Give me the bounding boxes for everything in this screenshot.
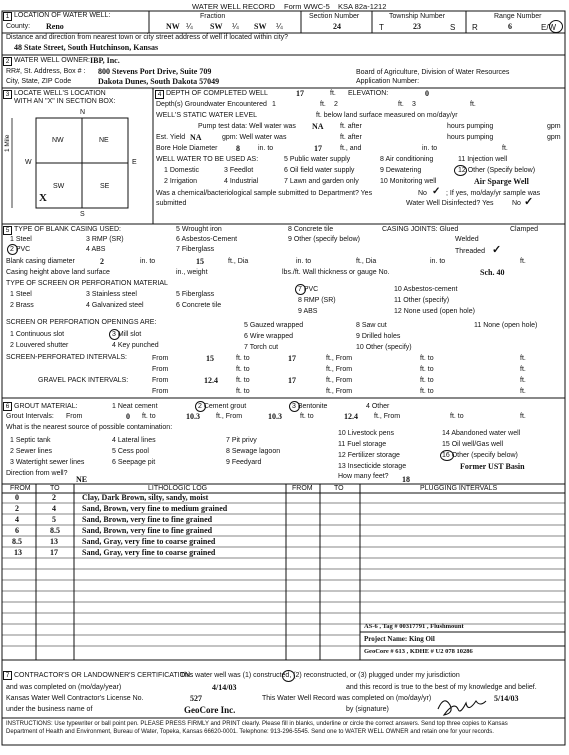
depth-value[interactable]: 17	[296, 89, 304, 98]
si1-from-value[interactable]: 15	[206, 354, 214, 363]
gp2-ft-to: ft. to	[236, 388, 250, 395]
opening-4[interactable]: 4 Key punched	[112, 342, 159, 349]
gp1-ft-from: ft., From	[326, 377, 353, 384]
use-5[interactable]: 5 Public water supply	[284, 156, 351, 163]
range-value[interactable]: 6	[508, 22, 512, 31]
fraction-1[interactable]: NW	[166, 22, 180, 31]
gw-1-ft: ft.	[320, 101, 326, 108]
disinfected-label: Water Well Disinfected? Yes	[406, 200, 494, 207]
disinfected-check-icon: ✓	[524, 196, 534, 208]
blank-in-to-2: in. to	[296, 258, 312, 265]
log-header-from: FROM	[10, 485, 31, 492]
use-10[interactable]: 10 Monitoring well	[380, 178, 437, 185]
gravel-label: GRAVEL PACK INTERVALS:	[38, 377, 129, 384]
log-header-to-2: TO	[334, 485, 344, 492]
depth-label: DEPTH OF COMPLETED WELL	[166, 90, 268, 97]
instructions-line-2: Department of Health and Environment, Bureau of Water, Topeka, Kansas 66620-0001. Telephone: 913-296-5545. Send one to WATER WELL OWNER and retain one for your records.	[6, 729, 494, 735]
screen-12[interactable]: 12 None used (open hole)	[394, 308, 475, 315]
distance-value[interactable]: 48 State Street, South Hutchinson, Kansas	[14, 43, 159, 52]
section-number: 1	[3, 12, 12, 21]
blank-ft: ft.	[520, 258, 526, 265]
owner-value[interactable]: IBP, Inc.	[90, 56, 120, 65]
use-2[interactable]: 2 Irrigation	[164, 178, 198, 185]
well-location-mark[interactable]: X	[39, 192, 47, 204]
completed-value[interactable]: 4/14/03	[212, 683, 237, 692]
screen-4[interactable]: 4 Galvanized steel	[86, 302, 144, 309]
contam-11[interactable]: 11 Fuel storage	[338, 441, 387, 448]
fraction-label: Fraction	[200, 13, 226, 20]
true-text: and this record is true to the best of my knowledge and belief.	[346, 684, 537, 691]
gi2-ft-to: ft. to	[300, 413, 314, 420]
threaded-check-icon: ✓	[492, 244, 502, 256]
chem-label: Was a chemical/bacteriological sample submitted to Department? Yes	[156, 190, 373, 197]
log-row-1-from[interactable]: 2	[15, 504, 19, 513]
grout-bentonite-circle	[289, 401, 300, 412]
contam-5[interactable]: 5 Cess pool	[112, 448, 149, 455]
static-level-label: WELL'S STATIC WATER LEVEL	[156, 112, 258, 119]
log-row-1-to[interactable]: 4	[52, 504, 56, 513]
screen-6[interactable]: 6 Concrete tile	[176, 302, 222, 309]
bore-ft-and: ft., and	[340, 145, 362, 152]
log-row-4-desc[interactable]: Sand, Gray, very fine to coarse grained	[82, 537, 216, 546]
screen-label: TYPE OF SCREEN OR PERFORATION MATERIAL	[6, 280, 168, 287]
log-row-2-from[interactable]: 4	[15, 515, 19, 524]
instructions-line-1: INSTRUCTIONS: Use typewriter or ball point pen. PLEASE PRESS FIRMLY and PRINT clearly. Please fill in blanks, underline or circle the correct answers. Send top three copies to Kansas	[6, 721, 508, 727]
log-row-0-to[interactable]: 2	[52, 493, 56, 502]
lbsft-label: lbs./ft. Wall thickness or gauge No.	[282, 269, 390, 276]
contam-label: What is the nearest source of possible contamination:	[6, 424, 173, 431]
si2-ft-to: ft. to	[236, 366, 250, 373]
license-label: Kansas Water Well Contractor's License No.	[6, 695, 144, 702]
si1-ft-to: ft. to	[236, 355, 250, 362]
form-title: WATER WELL RECORD	[192, 2, 276, 11]
section-number: 6	[3, 402, 12, 411]
range-ew: E/W	[541, 23, 557, 32]
screen-11[interactable]: 11 Other (specify)	[394, 297, 450, 304]
blank-to-value[interactable]: 15	[196, 257, 204, 266]
board-label: Board of Agriculture, Division of Water Resources	[356, 69, 510, 76]
section-number-label: Section Number	[309, 13, 360, 20]
gp2-ft-to-2: ft. to	[420, 388, 434, 395]
log-row-5-to[interactable]: 17	[50, 548, 58, 557]
casing-4[interactable]: 4 ABS	[86, 246, 106, 253]
contam-14[interactable]: 14 Abandoned water well	[442, 430, 521, 437]
log-row-3-desc[interactable]: Sand, Brown, very fine to fine grained	[82, 526, 213, 535]
use-4[interactable]: 4 Industrial	[224, 178, 259, 185]
record-date[interactable]: 5/14/03	[494, 694, 519, 703]
opening-7[interactable]: 7 Torch cut	[244, 344, 279, 351]
contam-4[interactable]: 4 Lateral lines	[112, 437, 156, 444]
county-label: County:	[6, 23, 31, 30]
use-8[interactable]: 8 Air conditioning	[380, 156, 434, 163]
blank-in-to-3: in. to	[430, 258, 446, 265]
contam-9[interactable]: 9 Feedyard	[226, 459, 262, 466]
grout-1[interactable]: 1 Neat cement	[112, 403, 158, 410]
section-number: 4	[155, 90, 164, 99]
township-value[interactable]: 23	[413, 22, 421, 31]
use-3[interactable]: 3 Feedlot	[224, 167, 254, 174]
si1-from-label: From	[152, 355, 169, 362]
contam-7[interactable]: 7 Pit privy	[226, 437, 257, 444]
gi1-ft-to: ft. to	[142, 413, 156, 420]
depth-ft: ft.	[330, 90, 336, 97]
gp2-ft-end: ft.	[520, 388, 526, 395]
locate-label-1: LOCATE WELL'S LOCATION	[14, 90, 106, 97]
location-label: LOCATION OF WATER WELL:	[14, 12, 111, 19]
section-number: 2	[3, 57, 12, 66]
contam-10[interactable]: 10 Livestock pens	[338, 430, 395, 437]
gp1-from-value[interactable]: 12.4	[204, 376, 218, 385]
grout-label: GROUT MATERIAL:	[14, 403, 78, 410]
contam-12[interactable]: 12 Fertilizer storage	[338, 452, 400, 459]
yield-value[interactable]: NA	[190, 133, 202, 142]
use-9[interactable]: 9 Dewatering	[380, 167, 422, 174]
township-t: T	[379, 23, 384, 32]
contam-16[interactable]: 16 Other (specify below)	[442, 452, 518, 459]
sw-label: SW	[53, 183, 65, 190]
form-ksa: KSA 82a-1212	[338, 2, 387, 11]
county-value[interactable]: Reno	[46, 22, 64, 31]
joints-welded[interactable]: Welded	[455, 236, 479, 243]
gi1-from-value[interactable]: 0	[126, 412, 130, 421]
openings-label: SCREEN OR PERFORATION OPENINGS ARE:	[6, 319, 157, 326]
casing-9[interactable]: 9 Other (specify below)	[288, 236, 360, 243]
completed-label: and was completed on (mo/day/year)	[6, 684, 122, 691]
howmany-value[interactable]: 18	[402, 475, 410, 484]
yield-gpm: gpm	[547, 134, 561, 141]
opening-6[interactable]: 6 Wire wrapped	[244, 333, 294, 340]
section-number: 5	[3, 226, 12, 235]
si1-ft-from: ft., From	[326, 355, 353, 362]
gp1-to-value[interactable]: 17	[288, 376, 296, 385]
log-row-1-desc[interactable]: Sand, Brown, very fine to medium grained	[82, 504, 228, 513]
as-tag: AS-6 , Tag # 00317791 , Flushmount	[364, 623, 464, 630]
casing-1[interactable]: 1 Steel	[10, 236, 32, 243]
height-label: Casing height above land surface	[6, 269, 110, 276]
signature-label: by (signature)	[346, 706, 389, 713]
screen-3[interactable]: 3 Stainless steel	[86, 291, 137, 298]
opening-2[interactable]: 2 Louvered shutter	[10, 342, 69, 349]
south-label: S	[80, 211, 85, 218]
log-header-to: TO	[50, 485, 60, 492]
pump-hours: hours pumping	[447, 123, 494, 130]
certification-text: This water well was (1) constructed, (2) reconstructed, or (3) plugged under my jurisdiction	[180, 672, 460, 679]
yield-rest: gpm: Well water was	[222, 134, 287, 141]
grout-intervals-label: Grout Intervals:	[6, 413, 54, 420]
form-number: Form WWC-5	[284, 2, 330, 11]
pump-gpm: gpm	[547, 123, 561, 130]
contam-6[interactable]: 6 Seepage pit	[112, 459, 156, 466]
gi-from-label: From	[66, 413, 83, 420]
address-value[interactable]: 800 Stevens Port Drive, Suite 709	[98, 67, 212, 76]
gw-2-ft: ft.	[398, 101, 404, 108]
log-row-3-from[interactable]: 6	[15, 526, 19, 535]
east-label: E	[132, 159, 137, 166]
log-row-5-desc[interactable]: Sand, Gray, very fine to coarse grained	[82, 548, 216, 557]
log-row-2-desc[interactable]: Sand, Brown, very fine to fine grained	[82, 515, 213, 524]
groundwater-label: Depth(s) Groundwater Encountered	[156, 101, 267, 108]
section-number: 7	[3, 671, 12, 680]
gw-1: 1	[272, 101, 276, 108]
opening-9[interactable]: 9 Drilled holes	[356, 333, 401, 340]
contam-16-circle	[440, 450, 454, 461]
fraction-q1: ¼	[186, 22, 193, 31]
elevation-value[interactable]: 0	[425, 89, 429, 98]
log-header-from-2: FROM	[292, 485, 313, 492]
bore-in-to-2: in. to	[422, 145, 438, 152]
disinfected-no[interactable]: No	[512, 200, 521, 207]
gp1-from-label: From	[152, 377, 169, 384]
township-label: Township Number	[389, 13, 446, 20]
chem-no-check-icon: ✓	[432, 186, 441, 197]
si1-ft-to-2: ft. to	[420, 355, 434, 362]
yield-hours: hours pumping	[447, 134, 494, 141]
gp1-ft-to: ft. to	[236, 377, 250, 384]
log-row-0-from[interactable]: 0	[15, 493, 19, 502]
log-header-plugging: PLUGGING INTERVALS	[420, 485, 498, 492]
contam-3[interactable]: 3 Watertight sewer lines	[10, 459, 85, 466]
bore-ft: ft.	[502, 145, 508, 152]
contam-2[interactable]: 2 Sewer lines	[10, 448, 53, 455]
yield-label: Est. Yield	[156, 134, 186, 141]
si1-ft-end: ft.	[520, 355, 526, 362]
grout-4[interactable]: 4 Other	[366, 403, 390, 410]
grout-2[interactable]: 2 Cement grout	[198, 403, 247, 410]
nw-label: NW	[52, 137, 64, 144]
opening-millslot-circle	[109, 329, 120, 340]
casing-label: TYPE OF BLANK CASING USED:	[14, 226, 121, 233]
yield-after: ft. after	[340, 134, 362, 141]
chem-submitted: submitted	[156, 200, 187, 207]
range-label: Range Number	[494, 13, 542, 20]
opening-1[interactable]: 1 Continuous slot	[10, 331, 65, 338]
joints-label: CASING JOINTS: Glued	[382, 226, 459, 233]
howmany-label: How many feet?	[338, 473, 389, 480]
application-number-label: Application Number:	[356, 78, 420, 85]
use-1[interactable]: 1 Domestic	[164, 167, 200, 174]
locate-label-2: WITH AN "X" IN SECTION BOX:	[14, 98, 116, 105]
casing-5[interactable]: 5 Wrought iron	[176, 226, 222, 233]
ne-label: NE	[99, 137, 109, 144]
project-name: Project Name: King Oil	[364, 635, 435, 643]
screen-pvc-circle	[295, 284, 306, 295]
range-r: R	[472, 23, 478, 32]
use-12-circle	[454, 165, 467, 176]
casing-3[interactable]: 3 RMP (SR)	[86, 236, 124, 243]
use-11[interactable]: 11 Injection well	[458, 156, 508, 163]
gw-3-ft: ft.	[470, 101, 476, 108]
contam-13[interactable]: 13 Insecticide storage	[338, 463, 407, 470]
casing-8[interactable]: 8 Concrete tile	[288, 226, 334, 233]
geocore-number: GeoCore # 613 , KDHE # U2 078 10286	[364, 648, 473, 655]
grout-3[interactable]: 3 Bentonite	[292, 403, 328, 410]
bore-to-value[interactable]: 17	[314, 144, 322, 153]
record-label: This Water Well Record was completed on (mo/day/yr)	[262, 695, 432, 702]
business-label: under the business name of	[6, 706, 93, 713]
opening-5[interactable]: 5 Gauzed wrapped	[244, 322, 304, 329]
gi2-to-value[interactable]: 12.4	[344, 412, 358, 421]
mile-label: 1 Mile	[4, 134, 11, 152]
blank-ft-dia: ft., Dia	[228, 258, 249, 265]
log-header-lithologic: LITHOLOGIC LOG	[148, 485, 208, 492]
gi3-ft-to: ft. to	[450, 413, 464, 420]
section-number: 3	[3, 90, 12, 99]
screen-7[interactable]: 7 PVC	[298, 286, 319, 293]
range-w-circle	[549, 20, 563, 33]
other-contam-value[interactable]: Former UST Basin	[460, 462, 525, 471]
joints-threaded[interactable]: Threaded	[455, 248, 485, 255]
other-use-value[interactable]: Air Sparge Well	[474, 177, 529, 186]
log-row-2-to[interactable]: 5	[52, 515, 56, 524]
screen-1[interactable]: 1 Steel	[10, 291, 32, 298]
section-grid	[36, 118, 128, 208]
bore-in-to: in. to	[258, 145, 274, 152]
gi1-to-value[interactable]: 10.3	[186, 412, 200, 421]
grout-cement-circle	[195, 401, 206, 412]
contam-1[interactable]: 1 Septic tank	[10, 437, 51, 444]
west-label: W	[25, 159, 32, 166]
screen-2[interactable]: 2 Brass	[10, 302, 34, 309]
opening-8[interactable]: 8 Saw cut	[356, 322, 387, 329]
gp1-ft-end: ft.	[520, 377, 526, 384]
log-row-0-desc[interactable]: Clay, Dark Brown, silty, sandy, moist	[82, 493, 209, 502]
screen-9[interactable]: 9 ABS	[298, 308, 318, 315]
chem-no[interactable]: No	[418, 190, 427, 197]
opening-10[interactable]: 10 Other (specify)	[356, 344, 412, 351]
casing-6[interactable]: 6 Asbestos-Cement	[176, 236, 238, 243]
city-label: City, State, ZIP Code	[6, 78, 72, 85]
gp2-ft-from: ft., From	[326, 388, 353, 395]
certification-label: CONTRACTOR'S OR LANDOWNER'S CERTIFICATION:	[14, 672, 193, 679]
si1-to-value[interactable]: 17	[288, 354, 296, 363]
gw-2: 2	[334, 101, 338, 108]
blank-dia-value[interactable]: 2	[100, 257, 104, 266]
casing-2[interactable]: 2 PVC	[10, 246, 31, 253]
log-row-3-to[interactable]: 8.5	[50, 526, 60, 535]
direction-value[interactable]: NE	[76, 475, 88, 484]
section-number-value[interactable]: 24	[333, 22, 341, 31]
use-6[interactable]: 6 Oil field water supply	[284, 167, 355, 174]
gi2-ft-from: ft., From	[374, 413, 401, 420]
gp2-from-label: From	[152, 388, 169, 395]
city-value[interactable]: Dakota Dunes, South Dakota 57049	[98, 77, 220, 86]
gw-3: 3	[412, 101, 416, 108]
contam-15[interactable]: 15 Oil well/Gas well	[442, 441, 504, 448]
log-row-5-from[interactable]: 13	[14, 548, 22, 557]
owner-label: WATER WELL OWNER:	[14, 57, 90, 64]
chem-rest: ; If yes, mo/day/yr sample was	[446, 190, 541, 197]
fraction-q3: ¼	[276, 22, 283, 31]
bore-value[interactable]: 8	[236, 144, 240, 153]
gauge-value[interactable]: Sch. 40	[480, 268, 505, 277]
si2-ft-from: ft., From	[326, 366, 353, 373]
in-weight: in., weight	[176, 269, 208, 276]
gi1-ft-from: ft., From	[216, 413, 243, 420]
blank-dia-label: Blank casing diameter	[6, 258, 75, 265]
screen-5[interactable]: 5 Fiberglass	[176, 291, 215, 298]
bore-label: Bore Hole Diameter	[156, 145, 218, 152]
pump-test-label: Pump test data: Well water was	[198, 123, 296, 130]
joints-clamped[interactable]: Clamped	[510, 226, 539, 233]
blank-in-to: in. to	[140, 258, 156, 265]
fraction-3[interactable]: SW	[254, 22, 267, 31]
direction-label: Direction from well?	[6, 470, 68, 477]
use-7[interactable]: 7 Lawn and garden only	[284, 178, 359, 185]
address-label: RR#, St. Address, Box # :	[6, 68, 86, 75]
casing-pvc-circle	[7, 244, 18, 255]
gi3-ft: ft.	[520, 413, 526, 420]
distance-label: Distance and direction from nearest town or city street address of well if located within city?	[6, 34, 289, 41]
contam-8[interactable]: 8 Sewage lagoon	[226, 448, 281, 455]
screen-8[interactable]: 8 RMP (SR)	[298, 297, 336, 304]
log-row-4-to[interactable]: 13	[50, 537, 58, 546]
business-value[interactable]: GeoCore Inc.	[184, 705, 236, 715]
screen-10[interactable]: 10 Asbestos-cement	[394, 286, 458, 293]
township-s: S	[450, 23, 456, 32]
static-level-rest: ft. below land surface measured on mo/day/yr	[316, 112, 458, 119]
license-value[interactable]: 527	[190, 694, 202, 703]
constructed-circle	[282, 670, 295, 682]
log-row-4-from[interactable]: 8.5	[12, 537, 22, 546]
elevation-label: ELEVATION:	[348, 90, 389, 97]
casing-7[interactable]: 7 Fiberglass	[176, 246, 215, 253]
north-label: N	[80, 109, 86, 116]
opening-3[interactable]: 3 Mill slot	[112, 331, 142, 338]
gi2-from-value[interactable]: 10.3	[268, 412, 282, 421]
use-12[interactable]: 12 Other (Specify below)	[458, 167, 536, 174]
screen-intervals-label: SCREEN-PERFORATED INTERVALS:	[6, 354, 127, 361]
pump-test-value[interactable]: NA	[312, 122, 324, 131]
pump-test-after: ft. after	[340, 123, 362, 130]
blank-ft-dia-2: ft., Dia	[356, 258, 377, 265]
si2-ft-to-2: ft. to	[420, 366, 434, 373]
si2-ft-end: ft.	[520, 366, 526, 373]
opening-11[interactable]: 11 None (open hole)	[474, 322, 538, 329]
si2-from-label: From	[152, 366, 169, 373]
use-label: WELL WATER TO BE USED AS:	[156, 156, 259, 163]
fraction-2[interactable]: SW	[210, 22, 223, 31]
gp1-ft-to-2: ft. to	[420, 377, 434, 384]
fraction-q2: ¼	[232, 22, 239, 31]
se-label: SE	[100, 183, 110, 190]
